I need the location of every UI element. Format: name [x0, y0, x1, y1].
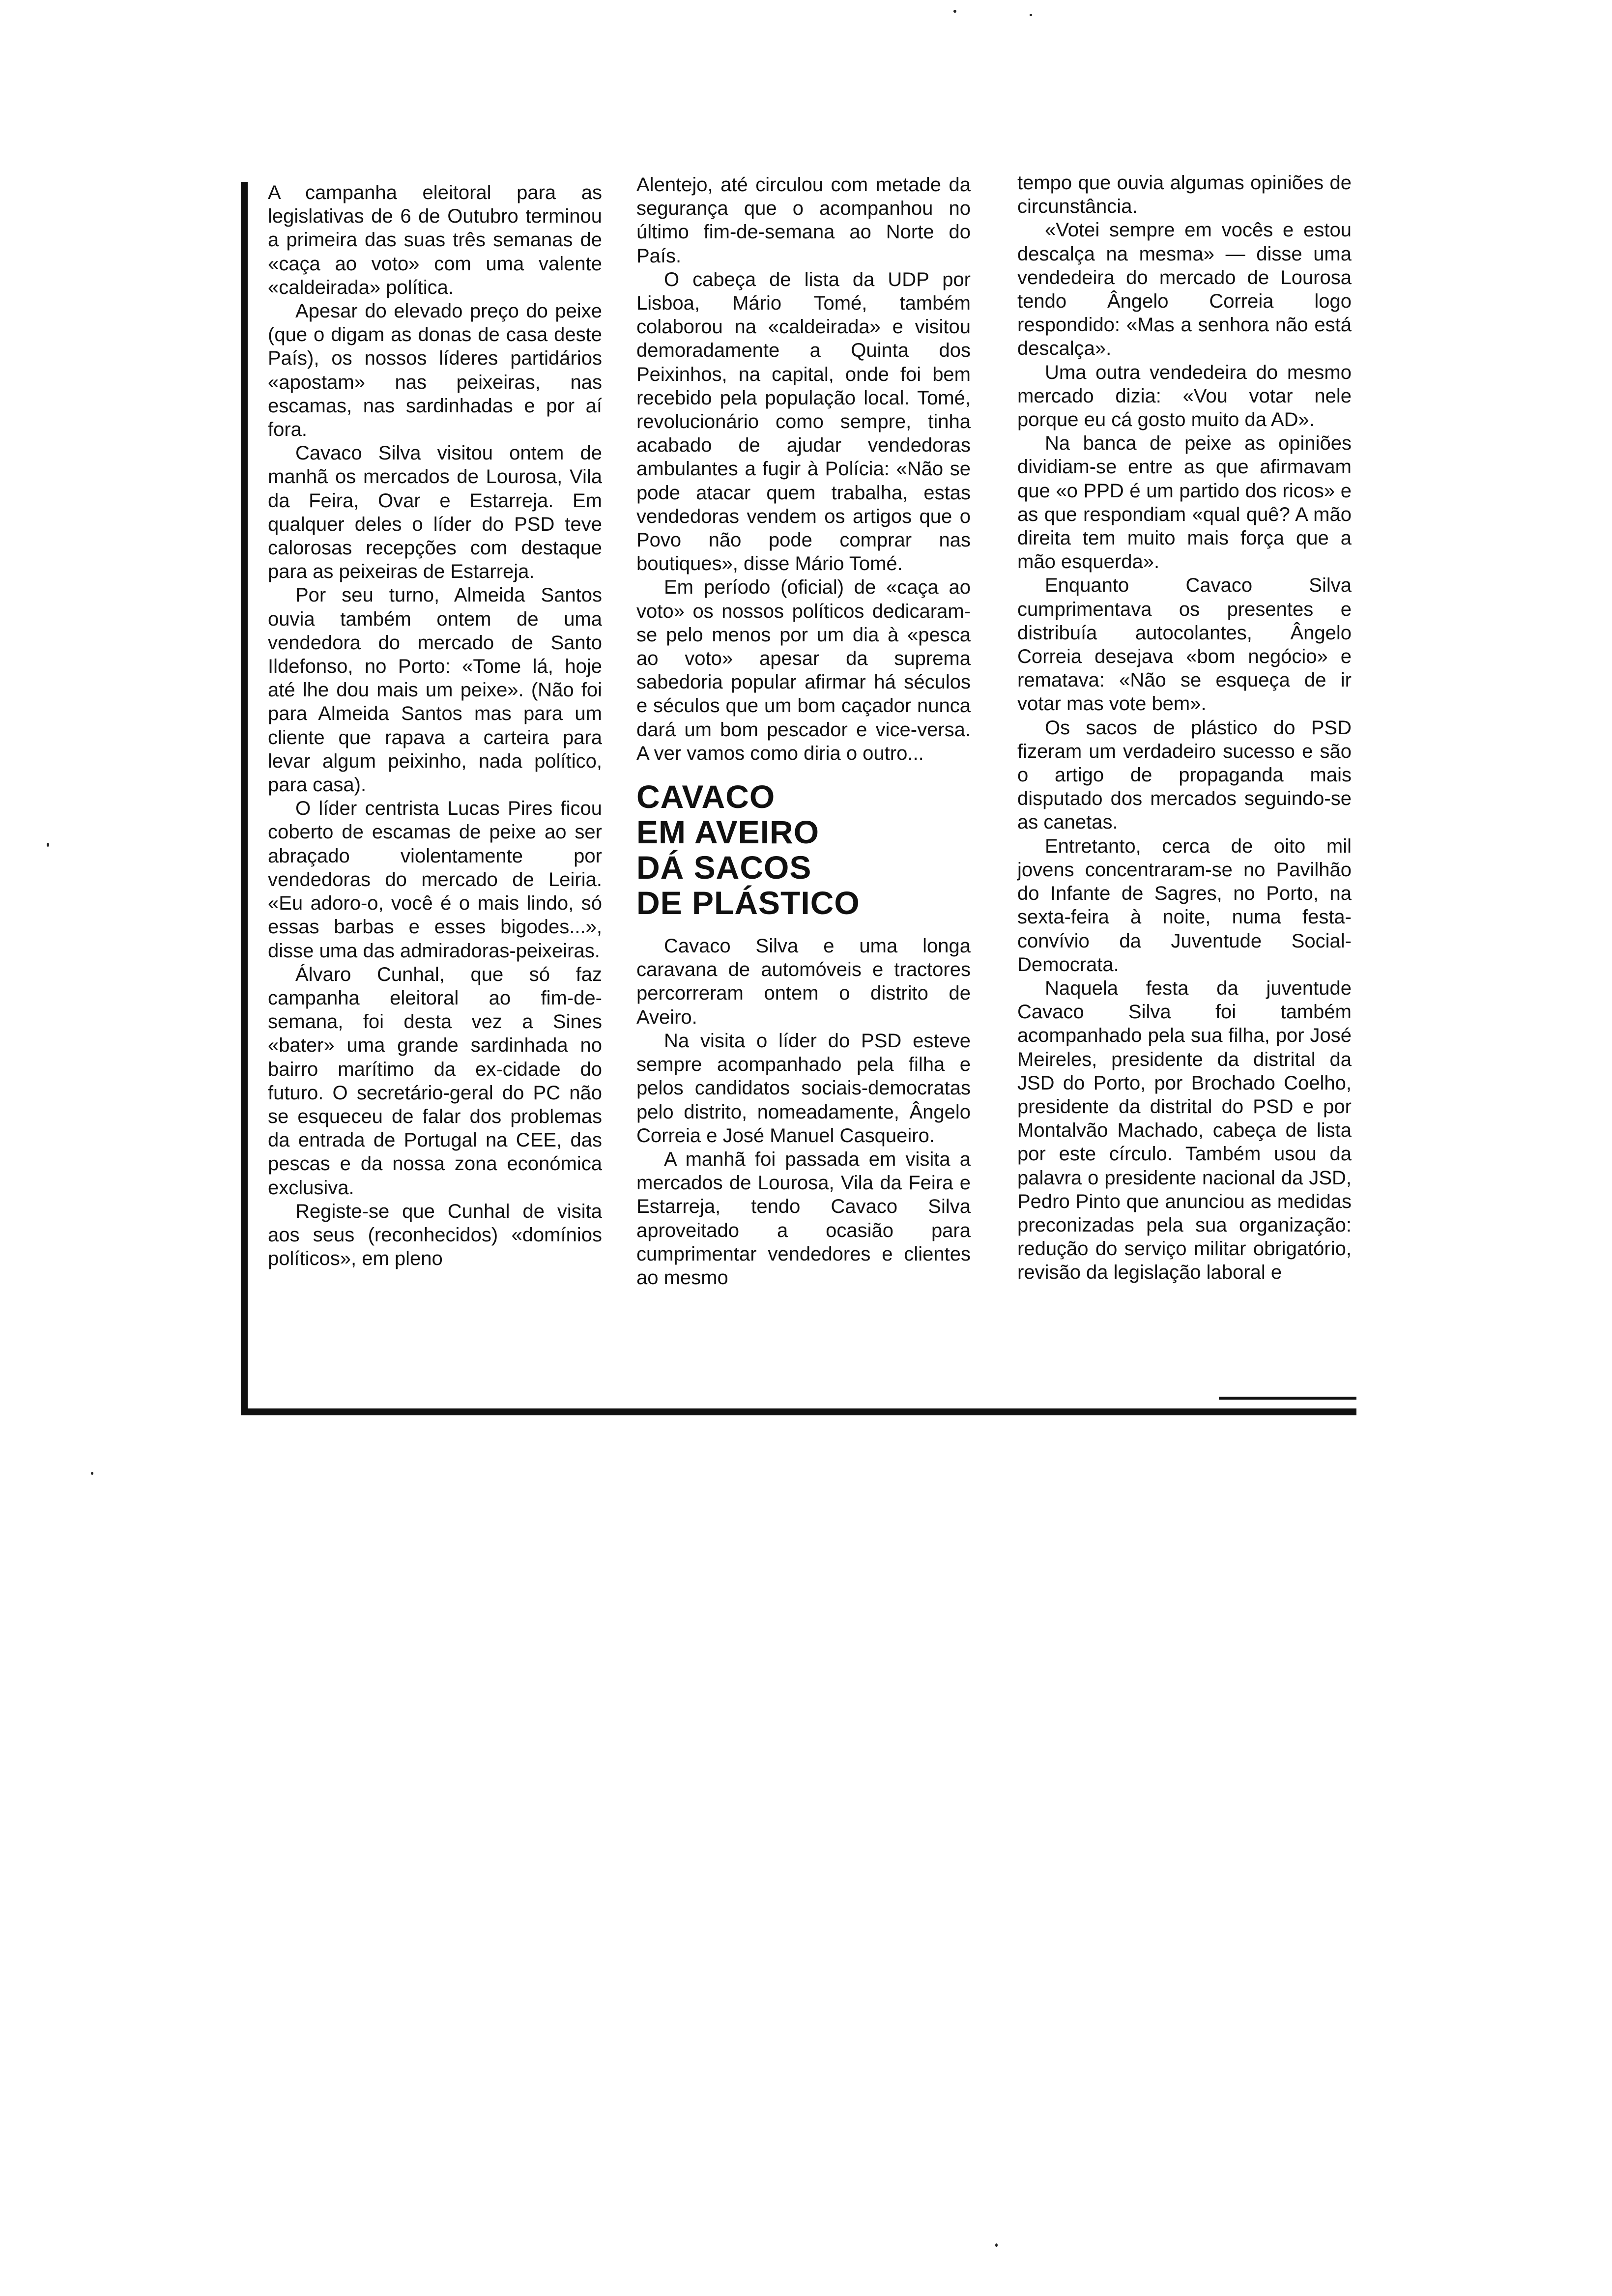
scan-speck	[1030, 14, 1032, 16]
paragraph: Alentejo, até circulou com metade da segurança que o acompanhou no último fim-de-semana ao Norte do País.	[636, 174, 971, 267]
paragraph: tempo que ouvia algumas opiniões de circunstância.	[1017, 172, 1352, 218]
paragraph: Enquanto Cavaco Silva cumprimentava os presentes e distribuía autocolantes, Ângelo Correia desejava «bom negócio» e rematava: «Não se esqueça de ir votar mas vote bem».	[1017, 574, 1352, 715]
scan-speck	[995, 2243, 998, 2247]
left-border-rule	[241, 182, 248, 1415]
paragraph: A manhã foi passada em visita a mercados de Lourosa, Vila da Feira e Estarreja, tendo Cavaco Silva aproveitado a ocasião para cumprimentar vendedores e clientes ao mesmo	[636, 1148, 971, 1289]
scan-speck	[91, 1472, 93, 1475]
paragraph: Os sacos de plástico do PSD fizeram um verdadeiro sucesso e são o artigo de propaganda mais disputado dos mercados seguindo-se as canetas.	[1017, 717, 1352, 833]
section-headline	[636, 779, 971, 920]
paragraph: Cavaco Silva visitou ontem de manhã os mercados de Lourosa, Vila da Feira, Ovar e Estarreja. Em qualquer deles o líder do PSD teve calorosas recepções com destaque para as peixeiras de Estarreja.	[268, 442, 602, 583]
paragraph: Apesar do elevado preço do peixe (que o digam as donas de casa deste País), os nossos líderes partidários «apostam» nas peixeiras, nas escamas, nas sardinhadas e por aí fora.	[268, 300, 602, 441]
headline-line: DÁ SACOS	[636, 849, 812, 886]
article-column-3	[1017, 171, 1352, 1285]
bottom-border-rule	[241, 1408, 1356, 1415]
paragraph: Naquela festa da juventude Cavaco Silva foi também acompanhado pela sua filha, por José Meireles, presidente da distrital da JSD do Porto, por Brochado Coelho, presidente da distrital do PSD e por Montalvão Machado, cabeça de lista por este círculo. Também usou da palavra o presidente nacional da JSD, Pedro Pinto que anunciou as medidas preconizadas pela sua organização: redução do serviço militar obrigatório, revisão da legislação laboral e	[1017, 977, 1352, 1284]
headline-line: DE PLÁSTICO	[636, 885, 860, 921]
paragraph: Registe-se que Cunhal de visita aos seus (reconhecidos) «domínios políticos», em pleno	[268, 1200, 602, 1270]
article-column-1	[268, 181, 602, 1270]
headline-line: EM AVEIRO	[636, 814, 820, 851]
paragraph: «Votei sempre em vocês e estou descalça na mesma» — disse uma vendedeira do mercado de Lourosa tendo Ângelo Correia logo respondido: «Mas a senhora não está descalça».	[1017, 219, 1352, 360]
paragraph: Por seu turno, Almeida Santos ouvia também ontem de uma vendedora do mercado de Santo Ildefonso, no Porto: «Tome lá, hoje até lhe dou mais um peixe». (Não foi para Almeida Santos mas para um cliente que rapava a carteira para levar algum peixinho, nada político, para casa).	[268, 584, 602, 796]
headline-line: CAVACO	[636, 778, 776, 815]
scan-speck	[47, 843, 49, 847]
paragraph: Na visita o líder do PSD esteve sempre acompanhado pela filha e pelos candidatos sociais-democratas pelo distrito, nomeadamente, Ângelo Correia e José Manuel Casqueiro.	[636, 1030, 971, 1147]
paragraph: Uma outra vendedeira do mesmo mercado dizia: «Vou votar nele porque eu cá gosto muito da AD».	[1017, 361, 1352, 431]
scan-speck	[953, 10, 956, 13]
article-column-2	[636, 173, 971, 1290]
paragraph: Entretanto, cerca de oito mil jovens concentraram-se no Pavilhão do Infante de Sagres, no Porto, na sexta-feira à noite, numa festa-convívio da Juventude Social-Democrata.	[1017, 835, 1352, 976]
paragraph: O cabeça de lista da UDP por Lisboa, Mário Tomé, também colaborou na «caldeirada» e visitou demoradamente a Quinta dos Peixinhos, na capital, onde foi bem recebido pela população local. Tomé, revolucionário como sempre, tinha acabado de ajudar vendedoras ambulantes a fugir à Polícia: «Não se pode atacar quem trabalha, estas vendedoras vendem os artigos que o Povo não pode comprar nas boutiques», disse Mário Tomé.	[636, 268, 971, 575]
paragraph: Na banca de peixe as opiniões dividiam-se entre as que afirmavam que «o PPD é um partido dos ricos» e as que respondiam «qual quê? A mão direita tem muito mais força que a mão esquerda».	[1017, 432, 1352, 573]
paragraph: Cavaco Silva e uma longa caravana de automóveis e tractores percorreram ontem o distrito de Aveiro.	[636, 935, 971, 1028]
paragraph: A campanha eleitoral para as legislativas de 6 de Outubro terminou a primeira das suas três semanas de «caça ao voto» com uma valente «caldeirada» política.	[268, 182, 602, 298]
paragraph: O líder centrista Lucas Pires ficou coberto de escamas de peixe ao ser abraçado violentamente por vendedoras do mercado de Leiria. «Eu adoro-o, você é o mais lindo, só essas barbas e esses bigodes...», disse uma das admiradoras-peixeiras.	[268, 798, 602, 962]
column-end-rule	[1219, 1397, 1356, 1400]
paragraph: Em período (oficial) de «caça ao voto» os nossos políticos dedicaram-se pelo menos por um dia à «pesca ao voto» apesar da suprema sabedoria popular afirmar há séculos e séculos que um bom caçador nunca dará um bom pescador e vice-versa. A ver vamos como diria o outro...	[636, 576, 971, 764]
paragraph: Álvaro Cunhal, que só faz campanha eleitoral ao fim-de-semana, foi desta vez a Sines «bater» uma grande sardinhada no bairro marítimo da ex-cidade do futuro. O secretário-geral do PC não se esqueceu de falar dos problemas da entrada de Portugal na CEE, das pescas e da nossa zona económica exclusiva.	[268, 963, 602, 1199]
